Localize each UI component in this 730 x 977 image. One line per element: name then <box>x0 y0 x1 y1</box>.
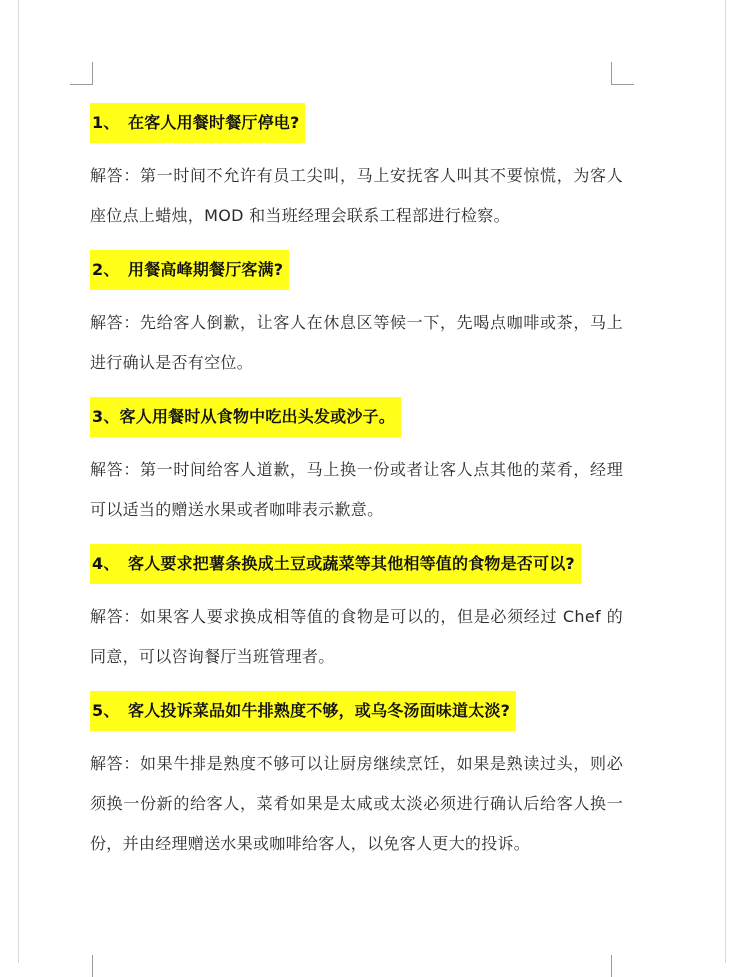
question-text: 客人投诉菜品如牛排熟度不够，或乌冬汤面味道太淡? <box>128 701 511 720</box>
question-heading <box>90 103 625 143</box>
question-number: 1、 <box>92 113 120 132</box>
margin-marker-top-left <box>70 62 93 85</box>
question-heading <box>90 691 625 731</box>
qa-item <box>90 250 625 383</box>
answer-text: 解答：第一时间给客人道歉，马上换一份或者让客人点其他的菜肴，经理可以适当的赠送水果或者咖啡表示歉意。 <box>90 460 623 519</box>
question-highlight <box>90 103 305 143</box>
margin-marker-bottom-right <box>611 955 634 977</box>
question-text: 客人要求把薯条换成土豆或蔬菜等其他相等值的食物是否可以? <box>128 554 575 573</box>
question-heading <box>90 250 625 290</box>
answer-text: 解答：第一时间不允许有员工尖叫，马上安抚客人叫其不要惊慌，为客人座位点上蜡烛，MOD 和当班经理会联系工程部进行检察。 <box>90 166 623 225</box>
question-highlight <box>90 250 289 290</box>
answer-text: 解答：先给客人倒歉，让客人在休息区等候一下，先喝点咖啡或茶，马上进行确认是否有空位。 <box>90 313 623 372</box>
question-highlight <box>90 691 516 731</box>
answer-text: 解答：如果牛排是熟度不够可以让厨房继续烹饪，如果是熟读过头，则必须换一份新的给客人，菜肴如果是太咸或太淡必须进行确认后给客人换一份，并由经理赠送水果或咖啡给客人，以免客人更大的投诉。 <box>90 754 623 853</box>
margin-marker-top-right <box>611 62 634 85</box>
page-edge-left <box>18 0 19 963</box>
question-heading <box>90 397 625 437</box>
qa-item <box>90 691 625 864</box>
page-edge-right <box>725 0 726 963</box>
question-text: 客人用餐时从食物中吃出头发或沙子。 <box>119 407 395 426</box>
document-body <box>90 103 625 864</box>
question-highlight <box>90 397 401 437</box>
question-number: 3、 <box>92 407 120 426</box>
qa-item <box>90 397 625 530</box>
question-text: 用餐高峰期餐厅客满? <box>128 260 284 279</box>
margin-marker-bottom-left <box>70 955 93 977</box>
question-number: 2、 <box>92 260 120 279</box>
question-number: 4、 <box>92 554 120 573</box>
question-text: 在客人用餐时餐厅停电? <box>128 113 300 132</box>
qa-item <box>90 103 625 236</box>
question-number: 5、 <box>92 701 120 720</box>
answer-text: 解答：如果客人要求换成相等值的食物是可以的，但是必须经过 Chef 的同意，可以咨询餐厅当班管理者。 <box>90 607 623 666</box>
qa-item <box>90 544 625 677</box>
question-heading <box>90 544 625 584</box>
question-highlight <box>90 544 581 584</box>
